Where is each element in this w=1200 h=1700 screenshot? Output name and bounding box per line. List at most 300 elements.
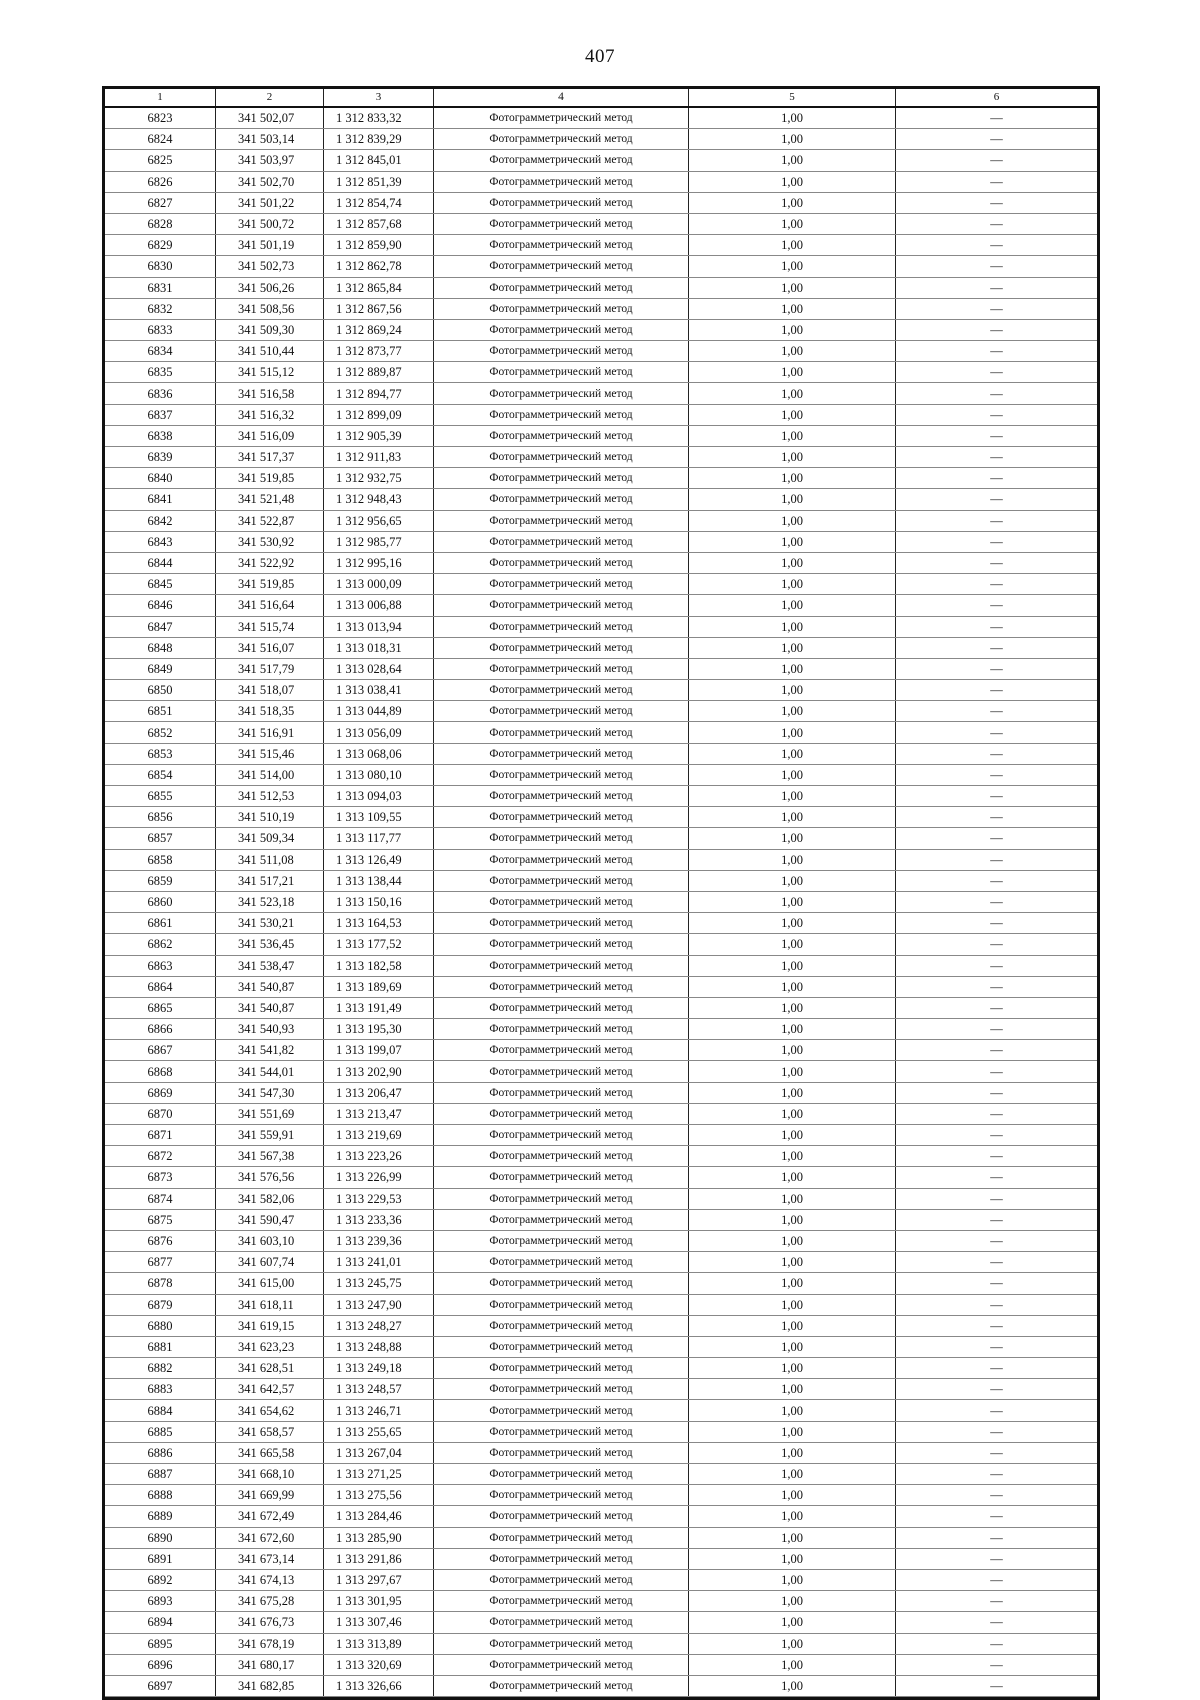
table-row [105,1654,1097,1675]
x-coordinate-cell: 341 510,19 [216,807,324,828]
point-number-cell: 6854 [105,764,216,785]
accuracy-cell: 1,00 [689,976,896,997]
y-coordinate-cell: 1 312 873,77 [324,341,434,362]
x-coordinate-cell: 341 502,07 [216,107,324,129]
accuracy-cell: 1,00 [689,1294,896,1315]
description-cell: — [896,1125,1098,1146]
table-row [105,1569,1097,1590]
method-cell: Фотограмметрический метод [434,955,689,976]
accuracy-cell: 1,00 [689,1209,896,1230]
table-row [105,1040,1097,1061]
method-cell: Фотограмметрический метод [434,129,689,150]
x-coordinate-cell: 341 658,57 [216,1421,324,1442]
table-row [105,510,1097,531]
method-cell: Фотограмметрический метод [434,1464,689,1485]
x-coordinate-cell: 341 516,58 [216,383,324,404]
table-row [105,489,1097,510]
x-coordinate-cell: 341 506,26 [216,277,324,298]
y-coordinate-cell: 1 313 038,41 [324,680,434,701]
x-coordinate-cell: 341 519,85 [216,468,324,489]
table-row [105,913,1097,934]
table-row [105,1548,1097,1569]
y-coordinate-cell: 1 313 068,06 [324,743,434,764]
description-cell: — [896,341,1098,362]
accuracy-cell: 1,00 [689,468,896,489]
column-header-3: 3 [324,89,434,107]
description-cell: — [896,1400,1098,1421]
accuracy-cell: 1,00 [689,192,896,213]
x-coordinate-cell: 341 502,70 [216,171,324,192]
table-row [105,1125,1097,1146]
y-coordinate-cell: 1 313 189,69 [324,976,434,997]
x-coordinate-cell: 341 669,99 [216,1485,324,1506]
point-number-cell: 6882 [105,1358,216,1379]
y-coordinate-cell: 1 313 213,47 [324,1103,434,1124]
method-cell: Фотограмметрический метод [434,489,689,510]
point-number-cell: 6878 [105,1273,216,1294]
method-cell: Фотограмметрический метод [434,319,689,340]
y-coordinate-cell: 1 312 899,09 [324,404,434,425]
description-cell: — [896,997,1098,1018]
point-number-cell: 6840 [105,468,216,489]
accuracy-cell: 1,00 [689,404,896,425]
point-number-cell: 6845 [105,574,216,595]
y-coordinate-cell: 1 313 000,09 [324,574,434,595]
method-cell: Фотограмметрический метод [434,447,689,468]
x-coordinate-cell: 341 576,56 [216,1167,324,1188]
description-cell: — [896,213,1098,234]
y-coordinate-cell: 1 312 859,90 [324,235,434,256]
x-coordinate-cell: 341 515,74 [216,616,324,637]
table-row [105,552,1097,573]
point-number-cell: 6888 [105,1485,216,1506]
description-cell: — [896,1294,1098,1315]
x-coordinate-cell: 341 517,37 [216,447,324,468]
description-cell: — [896,1252,1098,1273]
table-row [105,1315,1097,1336]
accuracy-cell: 1,00 [689,574,896,595]
x-coordinate-cell: 341 675,28 [216,1591,324,1612]
method-cell: Фотограмметрический метод [434,976,689,997]
x-coordinate-cell: 341 518,07 [216,680,324,701]
accuracy-cell: 1,00 [689,722,896,743]
table-row [105,1527,1097,1548]
point-number-cell: 6850 [105,680,216,701]
accuracy-cell: 1,00 [689,828,896,849]
method-cell: Фотограмметрический метод [434,192,689,213]
method-cell: Фотограмметрический метод [434,616,689,637]
accuracy-cell: 1,00 [689,531,896,552]
description-cell: — [896,1421,1098,1442]
point-number-cell: 6841 [105,489,216,510]
x-coordinate-cell: 341 523,18 [216,891,324,912]
accuracy-cell: 1,00 [689,1569,896,1590]
point-number-cell: 6843 [105,531,216,552]
accuracy-cell: 1,00 [689,743,896,764]
description-cell: — [896,489,1098,510]
method-cell: Фотограмметрический метод [434,637,689,658]
description-cell: — [896,1612,1098,1633]
point-number-cell: 6876 [105,1230,216,1251]
method-cell: Фотограмметрический метод [434,870,689,891]
point-number-cell: 6874 [105,1188,216,1209]
accuracy-cell: 1,00 [689,807,896,828]
method-cell: Фотограмметрический метод [434,256,689,277]
description-cell: — [896,616,1098,637]
x-coordinate-cell: 341 521,48 [216,489,324,510]
table-row [105,1273,1097,1294]
x-coordinate-cell: 341 515,46 [216,743,324,764]
description-cell: — [896,658,1098,679]
method-cell: Фотограмметрический метод [434,1146,689,1167]
x-coordinate-cell: 341 503,97 [216,150,324,171]
method-cell: Фотограмметрический метод [434,807,689,828]
x-coordinate-cell: 341 668,10 [216,1464,324,1485]
x-coordinate-cell: 341 676,73 [216,1612,324,1633]
method-cell: Фотограмметрический метод [434,1209,689,1230]
table-row [105,976,1097,997]
description-cell: — [896,976,1098,997]
accuracy-cell: 1,00 [689,701,896,722]
accuracy-cell: 1,00 [689,489,896,510]
point-number-cell: 6858 [105,849,216,870]
method-cell: Фотограмметрический метод [434,235,689,256]
table-row [105,574,1097,595]
point-number-cell: 6825 [105,150,216,171]
accuracy-cell: 1,00 [689,1125,896,1146]
description-cell: — [896,722,1098,743]
x-coordinate-cell: 341 510,44 [216,341,324,362]
description-cell: — [896,828,1098,849]
accuracy-cell: 1,00 [689,171,896,192]
point-number-cell: 6832 [105,298,216,319]
table-row [105,129,1097,150]
table-row [105,1358,1097,1379]
accuracy-cell: 1,00 [689,552,896,573]
description-cell: — [896,531,1098,552]
x-coordinate-cell: 341 530,21 [216,913,324,934]
accuracy-cell: 1,00 [689,362,896,383]
accuracy-cell: 1,00 [689,891,896,912]
accuracy-cell: 1,00 [689,1188,896,1209]
accuracy-cell: 1,00 [689,447,896,468]
accuracy-cell: 1,00 [689,1527,896,1548]
table-row [105,1209,1097,1230]
x-coordinate-cell: 341 501,22 [216,192,324,213]
table-row [105,1485,1097,1506]
point-number-cell: 6848 [105,637,216,658]
y-coordinate-cell: 1 313 301,95 [324,1591,434,1612]
y-coordinate-cell: 1 313 241,01 [324,1252,434,1273]
y-coordinate-cell: 1 313 229,53 [324,1188,434,1209]
y-coordinate-cell: 1 312 889,87 [324,362,434,383]
table-row [105,616,1097,637]
y-coordinate-cell: 1 313 195,30 [324,1019,434,1040]
point-number-cell: 6887 [105,1464,216,1485]
point-number-cell: 6844 [105,552,216,573]
x-coordinate-cell: 341 567,38 [216,1146,324,1167]
accuracy-cell: 1,00 [689,1230,896,1251]
x-coordinate-cell: 341 508,56 [216,298,324,319]
description-cell: — [896,150,1098,171]
method-cell: Фотограмметрический метод [434,1358,689,1379]
method-cell: Фотограмметрический метод [434,171,689,192]
table-row [105,383,1097,404]
x-coordinate-cell: 341 607,74 [216,1252,324,1273]
method-cell: Фотограмметрический метод [434,1569,689,1590]
point-number-cell: 6863 [105,955,216,976]
table-row [105,319,1097,340]
point-number-cell: 6864 [105,976,216,997]
description-cell: — [896,1019,1098,1040]
x-coordinate-cell: 341 500,72 [216,213,324,234]
method-cell: Фотограмметрический метод [434,891,689,912]
description-cell: — [896,362,1098,383]
description-cell: — [896,934,1098,955]
table-row [105,468,1097,489]
table-row [105,786,1097,807]
accuracy-cell: 1,00 [689,1633,896,1654]
y-coordinate-cell: 1 312 932,75 [324,468,434,489]
point-number-cell: 6838 [105,425,216,446]
method-cell: Фотограмметрический метод [434,341,689,362]
description-cell: — [896,319,1098,340]
point-number-cell: 6856 [105,807,216,828]
accuracy-cell: 1,00 [689,1082,896,1103]
table-row [105,1442,1097,1463]
point-number-cell: 6889 [105,1506,216,1527]
point-number-cell: 6865 [105,997,216,1018]
table-row [105,1464,1097,1485]
description-cell: — [896,383,1098,404]
point-number-cell: 6875 [105,1209,216,1230]
y-coordinate-cell: 1 312 851,39 [324,171,434,192]
point-number-cell: 6837 [105,404,216,425]
table-row [105,955,1097,976]
table-row [105,1188,1097,1209]
accuracy-cell: 1,00 [689,1654,896,1675]
table-row [105,107,1097,129]
method-cell: Фотограмметрический метод [434,150,689,171]
y-coordinate-cell: 1 312 865,84 [324,277,434,298]
method-cell: Фотограмметрический метод [434,531,689,552]
point-number-cell: 6892 [105,1569,216,1590]
description-cell: — [896,574,1098,595]
method-cell: Фотограмметрический метод [434,1336,689,1357]
description-cell: — [896,849,1098,870]
y-coordinate-cell: 1 313 094,03 [324,786,434,807]
y-coordinate-cell: 1 313 138,44 [324,870,434,891]
description-cell: — [896,1527,1098,1548]
point-number-cell: 6866 [105,1019,216,1040]
x-coordinate-cell: 341 514,00 [216,764,324,785]
description-cell: — [896,743,1098,764]
description-cell: — [896,680,1098,701]
x-coordinate-cell: 341 590,47 [216,1209,324,1230]
table-row [105,1167,1097,1188]
table-row [105,722,1097,743]
description-cell: — [896,404,1098,425]
point-number-cell: 6829 [105,235,216,256]
accuracy-cell: 1,00 [689,213,896,234]
x-coordinate-cell: 341 509,34 [216,828,324,849]
table-row [105,1061,1097,1082]
description-cell: — [896,510,1098,531]
point-number-cell: 6891 [105,1548,216,1569]
y-coordinate-cell: 1 313 255,65 [324,1421,434,1442]
x-coordinate-cell: 341 516,07 [216,637,324,658]
x-coordinate-cell: 341 501,19 [216,235,324,256]
accuracy-cell: 1,00 [689,1336,896,1357]
method-cell: Фотограмметрический метод [434,1252,689,1273]
point-number-cell: 6867 [105,1040,216,1061]
point-number-cell: 6834 [105,341,216,362]
table-row [105,1019,1097,1040]
y-coordinate-cell: 1 313 109,55 [324,807,434,828]
x-coordinate-cell: 341 522,92 [216,552,324,573]
y-coordinate-cell: 1 312 845,01 [324,150,434,171]
point-number-cell: 6870 [105,1103,216,1124]
table-row [105,637,1097,658]
x-coordinate-cell: 341 515,12 [216,362,324,383]
point-number-cell: 6880 [105,1315,216,1336]
table-body [105,107,1097,1697]
point-number-cell: 6826 [105,171,216,192]
description-cell: — [896,1379,1098,1400]
method-cell: Фотограмметрический метод [434,934,689,955]
method-cell: Фотограмметрический метод [434,383,689,404]
table-row [105,891,1097,912]
point-number-cell: 6884 [105,1400,216,1421]
description-cell: — [896,192,1098,213]
table-row [105,807,1097,828]
table-row [105,1379,1097,1400]
table-row [105,425,1097,446]
table-row [105,849,1097,870]
x-coordinate-cell: 341 672,49 [216,1506,324,1527]
y-coordinate-cell: 1 313 164,53 [324,913,434,934]
y-coordinate-cell: 1 313 245,75 [324,1273,434,1294]
description-cell: — [896,447,1098,468]
table-row [105,1612,1097,1633]
description-cell: — [896,1082,1098,1103]
coordinates-table [102,86,1100,1700]
accuracy-cell: 1,00 [689,1146,896,1167]
table-row [105,764,1097,785]
accuracy-cell: 1,00 [689,256,896,277]
y-coordinate-cell: 1 313 247,90 [324,1294,434,1315]
accuracy-cell: 1,00 [689,383,896,404]
method-cell: Фотограмметрический метод [434,1591,689,1612]
x-coordinate-cell: 341 642,57 [216,1379,324,1400]
table-row [105,277,1097,298]
description-cell: — [896,171,1098,192]
x-coordinate-cell: 341 559,91 [216,1125,324,1146]
accuracy-cell: 1,00 [689,1040,896,1061]
table-row [105,658,1097,679]
y-coordinate-cell: 1 312 995,16 [324,552,434,573]
table-row [105,743,1097,764]
table-row [105,680,1097,701]
y-coordinate-cell: 1 313 313,89 [324,1633,434,1654]
description-cell: — [896,1464,1098,1485]
description-cell: — [896,129,1098,150]
column-header-1: 1 [105,89,216,107]
y-coordinate-cell: 1 313 013,94 [324,616,434,637]
method-cell: Фотограмметрический метод [434,1400,689,1421]
accuracy-cell: 1,00 [689,1273,896,1294]
method-cell: Фотограмметрический метод [434,107,689,129]
y-coordinate-cell: 1 313 320,69 [324,1654,434,1675]
description-cell: — [896,1442,1098,1463]
point-number-cell: 6896 [105,1654,216,1675]
accuracy-cell: 1,00 [689,849,896,870]
method-cell: Фотограмметрический метод [434,1315,689,1336]
point-number-cell: 6886 [105,1442,216,1463]
column-header-6: 6 [896,89,1098,107]
description-cell: — [896,786,1098,807]
accuracy-cell: 1,00 [689,870,896,891]
method-cell: Фотограмметрический метод [434,1040,689,1061]
description-cell: — [896,107,1098,129]
table-row [105,997,1097,1018]
y-coordinate-cell: 1 313 080,10 [324,764,434,785]
description-cell: — [896,1209,1098,1230]
method-cell: Фотограмметрический метод [434,298,689,319]
description-cell: — [896,256,1098,277]
y-coordinate-cell: 1 312 862,78 [324,256,434,277]
x-coordinate-cell: 341 530,92 [216,531,324,552]
accuracy-cell: 1,00 [689,1061,896,1082]
description-cell: — [896,1336,1098,1357]
x-coordinate-cell: 341 674,13 [216,1569,324,1590]
y-coordinate-cell: 1 313 226,99 [324,1167,434,1188]
method-cell: Фотограмметрический метод [434,1230,689,1251]
point-number-cell: 6836 [105,383,216,404]
table-row [105,595,1097,616]
x-coordinate-cell: 341 673,14 [216,1548,324,1569]
y-coordinate-cell: 1 312 833,32 [324,107,434,129]
point-number-cell: 6846 [105,595,216,616]
x-coordinate-cell: 341 682,85 [216,1675,324,1696]
y-coordinate-cell: 1 313 044,89 [324,701,434,722]
y-coordinate-cell: 1 313 307,46 [324,1612,434,1633]
point-number-cell: 6893 [105,1591,216,1612]
y-coordinate-cell: 1 313 248,57 [324,1379,434,1400]
accuracy-cell: 1,00 [689,1442,896,1463]
description-cell: — [896,1040,1098,1061]
method-cell: Фотограмметрический метод [434,997,689,1018]
accuracy-cell: 1,00 [689,341,896,362]
accuracy-cell: 1,00 [689,1591,896,1612]
point-number-cell: 6859 [105,870,216,891]
method-cell: Фотограмметрический метод [434,1379,689,1400]
x-coordinate-cell: 341 547,30 [216,1082,324,1103]
method-cell: Фотограмметрический метод [434,1019,689,1040]
method-cell: Фотограмметрический метод [434,1612,689,1633]
table-row [105,1294,1097,1315]
accuracy-cell: 1,00 [689,319,896,340]
point-number-cell: 6847 [105,616,216,637]
point-number-cell: 6890 [105,1527,216,1548]
y-coordinate-cell: 1 312 985,77 [324,531,434,552]
point-number-cell: 6839 [105,447,216,468]
table-row [105,531,1097,552]
method-cell: Фотограмметрический метод [434,1188,689,1209]
point-number-cell: 6871 [105,1125,216,1146]
x-coordinate-cell: 341 502,73 [216,256,324,277]
description-cell: — [896,764,1098,785]
